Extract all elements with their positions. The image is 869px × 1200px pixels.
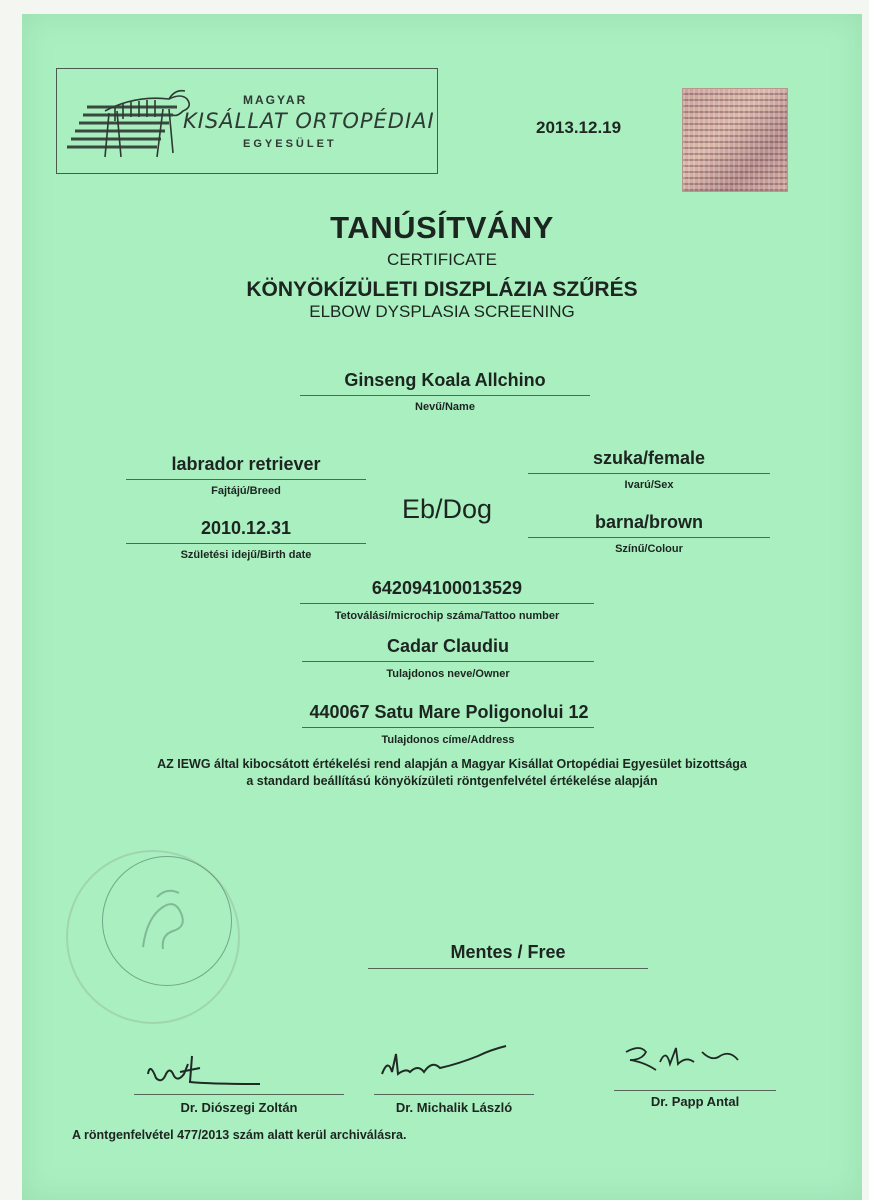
microchip-label: Tetoválási/microchip száma/Tattoo number bbox=[334, 610, 560, 622]
title-main-en: CERTIFICATE bbox=[387, 250, 497, 269]
sex-value: szuka/female bbox=[592, 448, 706, 468]
signature-line-1 bbox=[134, 1094, 344, 1095]
certificate-sheet bbox=[22, 14, 862, 1200]
issue-date: 2013.12.19 bbox=[536, 118, 622, 137]
signatory-2-name: Dr. Michalik László bbox=[395, 1100, 513, 1115]
address-label: Tulajdonos címe/Address bbox=[381, 734, 515, 746]
sex-line bbox=[528, 473, 770, 474]
signatory-1-name: Dr. Diószegi Zoltán bbox=[180, 1100, 298, 1115]
title-sub-en: ELBOW DYSPLASIA SCREENING bbox=[309, 302, 575, 321]
result-value: Mentes / Free bbox=[450, 942, 566, 962]
signature-line-3 bbox=[614, 1090, 776, 1091]
colour-line bbox=[528, 537, 770, 538]
name-value: Ginseng Koala Allchino bbox=[344, 370, 546, 390]
address-line bbox=[302, 727, 594, 728]
breed-value: labrador retriever bbox=[171, 454, 321, 474]
title-sub: KÖNYÖKÍZÜLETI DISZPLÁZIA SZŰRÉS bbox=[246, 278, 638, 301]
sex-label: Ivarú/Sex bbox=[624, 479, 674, 491]
logo-line-2: KISÁLLAT ORTOPÉDIAI bbox=[183, 109, 435, 133]
signature-dioszegi bbox=[140, 1044, 270, 1094]
species-label: Eb/Dog bbox=[402, 494, 493, 524]
result-line bbox=[368, 968, 648, 969]
signatory-3-name: Dr. Papp Antal bbox=[650, 1094, 740, 1109]
seal-emblem-icon bbox=[103, 857, 231, 985]
colour-label: Színű/Colour bbox=[615, 543, 683, 555]
owner-value: Cadar Claudiu bbox=[386, 636, 510, 656]
statement-line-2: a standard beállítású könyökízületi röntgenfelvétel értékelése alapján bbox=[246, 774, 658, 788]
evaluation-statement bbox=[82, 756, 822, 790]
title-main: TANÚSÍTVÁNY bbox=[330, 210, 554, 245]
signature-line-2 bbox=[374, 1094, 534, 1095]
dog-skeleton-icon bbox=[65, 77, 200, 165]
breed-line bbox=[126, 479, 366, 480]
owner-label: Tulajdonos neve/Owner bbox=[386, 668, 510, 680]
birth-date-label: Születési idejű/Birth date bbox=[180, 549, 312, 561]
colour-value: barna/brown bbox=[594, 512, 703, 532]
logo-line-3: EGYESÜLET bbox=[243, 138, 337, 150]
signature-papp bbox=[620, 1038, 750, 1078]
embossed-seal bbox=[102, 856, 232, 986]
breed-label: Fajtájú/Breed bbox=[211, 485, 281, 497]
birth-date-line bbox=[126, 543, 366, 544]
statement-line-1: AZ IEWG által kibocsátott értékelési rend alapján a Magyar Kisállat Ortopédiai Egyesület bizottsága bbox=[157, 757, 747, 771]
microchip-value: 642094100013529 bbox=[371, 578, 523, 598]
birth-date-value: 2010.12.31 bbox=[200, 518, 292, 538]
name-line bbox=[300, 395, 590, 396]
hologram-sticker bbox=[682, 88, 788, 192]
microchip-line bbox=[300, 603, 594, 604]
address-value: 440067 Satu Mare Poligonolui 12 bbox=[309, 702, 589, 722]
signature-michalik bbox=[378, 1038, 518, 1088]
archive-note: A röntgenfelvétel 477/2013 szám alatt kerül archiválásra. bbox=[72, 1128, 407, 1142]
logo-line-1: MAGYAR bbox=[243, 93, 308, 107]
association-logo bbox=[56, 68, 438, 174]
owner-line bbox=[302, 661, 594, 662]
name-label: Nevű/Name bbox=[415, 401, 475, 413]
